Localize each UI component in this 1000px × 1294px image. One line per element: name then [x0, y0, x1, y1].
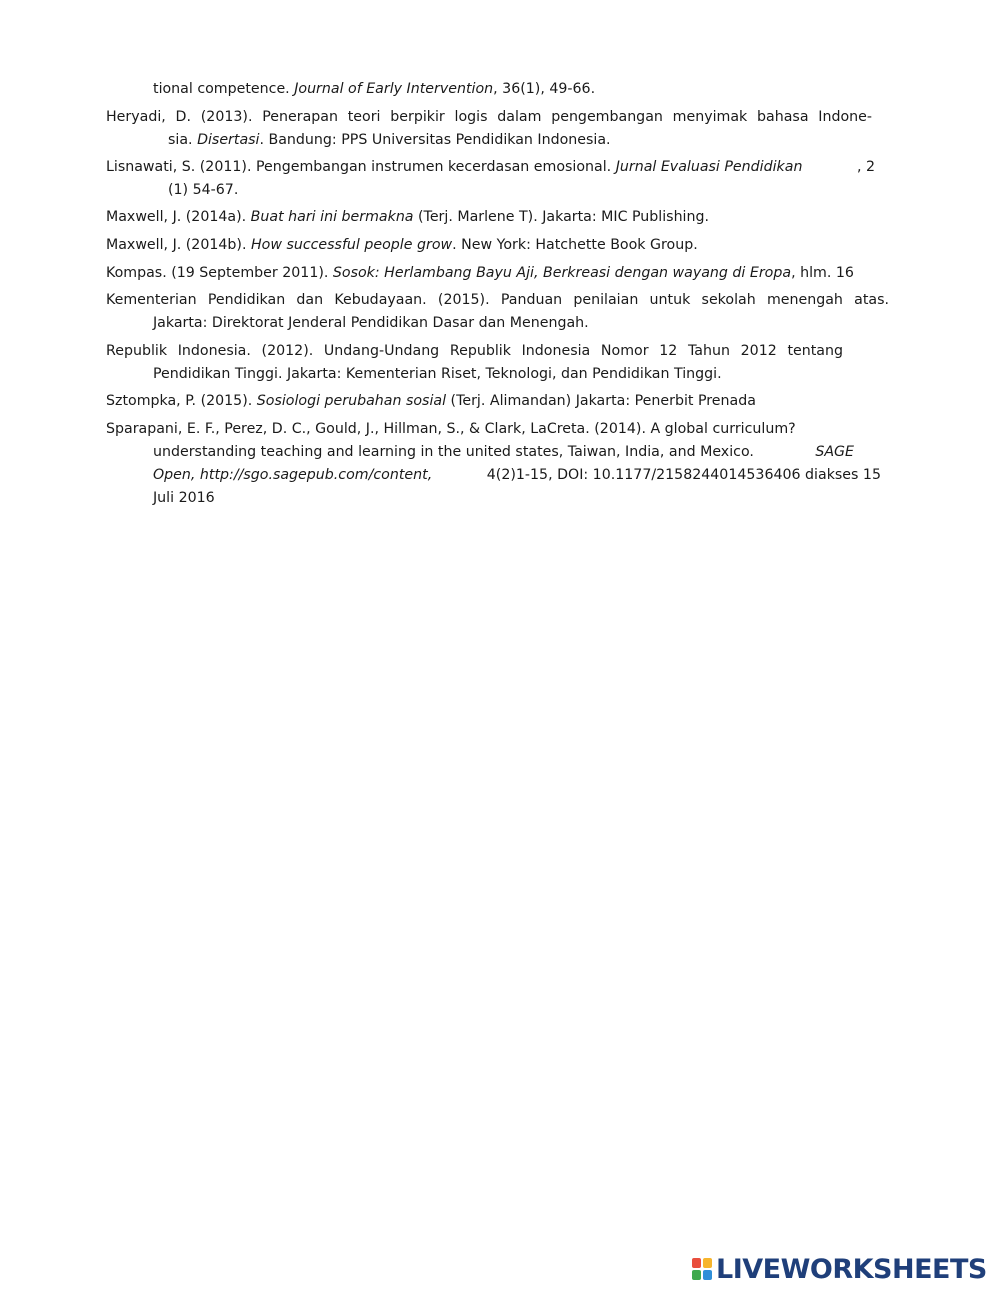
reference-1-line-2: sia. Disertasi. Bandung: PPS Universitas Pendidikan Indonesia.: [168, 132, 611, 148]
reference-2-line-1: Lisnawati, S. (2011). Pengembangan instrumen kecerdasan emosional. Jurnal Evaluasi Pendidikan , 2: [106, 159, 875, 175]
liveworksheets-wordmark: LIVEWORKSHEETS: [716, 1254, 987, 1285]
reference-7-line-2: Pendidikan Tinggi. Jakarta: Kementerian Riset, Teknologi, dan Pendidikan Tinggi.: [153, 366, 722, 382]
reference-1-line-1: Heryadi, D. (2013). Penerapan teori berpikir logis dalam pengembangan menyimak bahasa Indone-: [106, 109, 872, 125]
reference-7-line-1: Republik Indonesia. (2012). Undang-Undang Republik Indonesia Nomor 12 Tahun 2012 tentang: [106, 343, 843, 359]
reference-9-line-4: Juli 2016: [153, 490, 215, 506]
reference-6-line-1: Kementerian Pendidikan dan Kebudayaan. (2015). Panduan penilaian untuk sekolah menengah atas.: [106, 292, 889, 308]
reference-9-line-2: understanding teaching and learning in the united states, Taiwan, India, and Mexico. SAGE: [153, 444, 854, 460]
reference-9-line-3: Open, http://sgo.sagepub.com/content, 4(2)1-15, DOI: 10.1177/2158244014536406 diakses 15: [153, 467, 881, 483]
reference-9-line-1: Sparapani, E. F., Perez, D. C., Gould, J., Hillman, S., & Clark, LaCreta. (2014). A global curriculum?: [106, 421, 796, 437]
liveworksheets-logo-icon: [692, 1258, 714, 1282]
reference-2-line-2: (1) 54-67.: [168, 182, 239, 198]
reference-4: Maxwell, J. (2014b). How successful people grow. New York: Hatchette Book Group.: [106, 237, 698, 253]
reference-3: Maxwell, J. (2014a). Buat hari ini bermakna (Terj. Marlene T). Jakarta: MIC Publishing.: [106, 209, 710, 225]
reference-8: Sztompka, P. (2015). Sosiologi perubahan sosial (Terj. Alimandan) Jakarta: Penerbit Prenada: [106, 393, 756, 409]
reference-0-line-1: tional competence. Journal of Early Intervention, 36(1), 49-66.: [153, 81, 596, 97]
reference-5: Kompas. (19 September 2011). Sosok: Herlambang Bayu Aji, Berkreasi dengan wayang di Eropa, hlm. 16: [106, 265, 854, 281]
liveworksheets-logo: [692, 1256, 987, 1284]
reference-6-line-2: Jakarta: Direktorat Jenderal Pendidikan Dasar dan Menengah.: [153, 315, 589, 331]
